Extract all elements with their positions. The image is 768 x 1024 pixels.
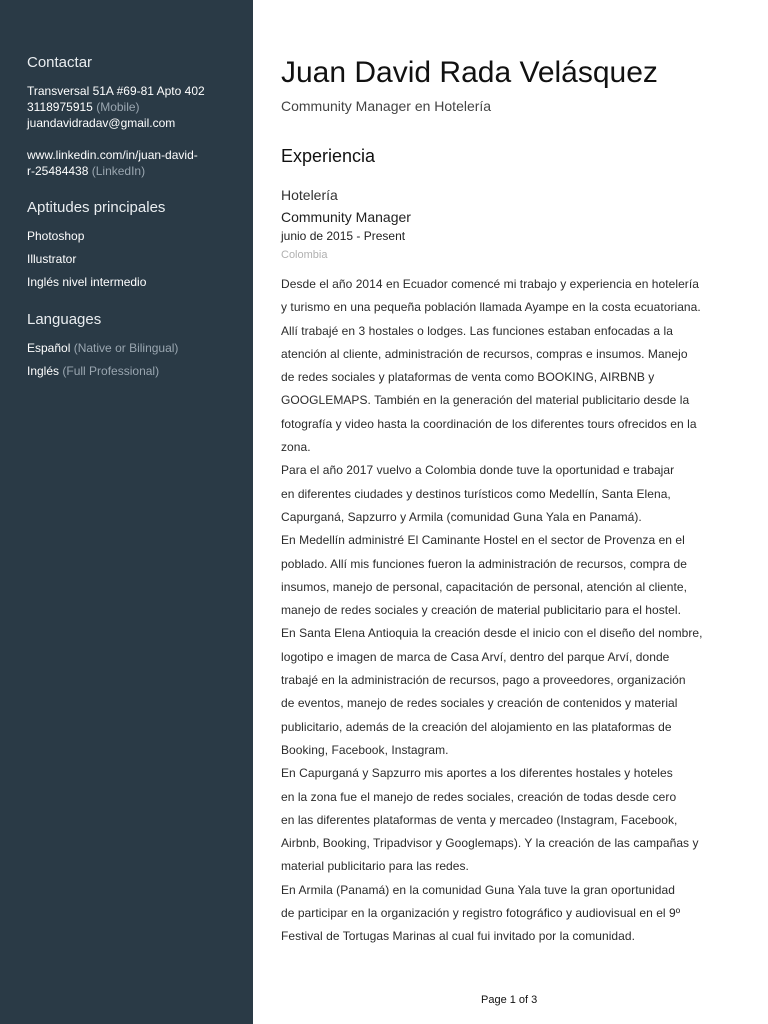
language-level: (Native or Bilingual) — [73, 341, 179, 355]
spacer — [27, 131, 253, 147]
contact-address: Transversal 51A #69-81 Apto 402 — [27, 84, 205, 98]
description-line: de redes sociales y plataformas de venta como BOOKING, AIRBNB y — [281, 370, 655, 385]
description-line: En Armila (Panamá) en la comunidad Guna Yala tuve la gran oportunidad — [281, 882, 675, 897]
description-line: logotipo e imagen de marca de Casa Arví, dentro del parque Arví, donde — [281, 649, 670, 664]
description-line: material publicitario para las redes. — [281, 859, 469, 874]
description-line: en la zona fue el manejo de redes sociales, creación de todas desde cero — [281, 789, 677, 804]
headline: Community Manager en Hotelería — [281, 98, 492, 114]
description-line: en diferentes ciudades y destinos turísticos como Medellín, Santa Elena, — [281, 486, 671, 501]
description-line: insumos, manejo de personal, capacitación de personal, atención al cliente, — [281, 579, 687, 594]
sidebar — [0, 0, 253, 1024]
skill-item: Illustrator — [27, 252, 77, 266]
person-name: Juan David Rada Velásquez — [281, 56, 658, 89]
contact-linkedin-type: (LinkedIn) — [91, 164, 146, 178]
job-description — [281, 273, 746, 949]
language-level: (Full Professional) — [62, 364, 160, 378]
language-item — [27, 363, 253, 379]
contact-phone: 3118975915 — [27, 100, 93, 114]
contact-email[interactable]: juandavidradav@gmail.com — [27, 116, 176, 130]
skills-heading: Aptitudes principales — [27, 199, 166, 216]
description-line: Airbnb, Booking, Tripadvisor y Googlemaps). Y la creación de las campañas y — [281, 836, 699, 851]
job-company: Hotelería — [281, 187, 338, 203]
languages-heading: Languages — [27, 311, 102, 328]
language-name: Español — [27, 341, 71, 355]
job-location: Colombia — [281, 249, 328, 261]
experience-heading: Experiencia — [281, 146, 376, 166]
main-content — [281, 0, 741, 1024]
contact-linkedin-row — [27, 163, 253, 179]
description-line: Booking, Facebook, Instagram. — [281, 742, 449, 757]
description-line: en las diferentes plataformas de venta y mercadeo (Instagram, Facebook, — [281, 812, 678, 827]
skill-item: Inglés nivel intermedio — [27, 275, 147, 289]
contact-section — [27, 54, 253, 179]
description-line: trabajé en la administración de recursos, pago a proveedores, organización — [281, 673, 686, 688]
description-line: En Medellín administré El Caminante Hostel en el sector de Provenza en el — [281, 533, 685, 548]
contact-phone-row — [27, 99, 253, 115]
page-number: Page 1 of 3 — [481, 994, 538, 1006]
description-line: poblado. Allí mis funciones fueron la administración de recursos, compra de — [281, 556, 687, 571]
description-line: zona. — [281, 440, 311, 455]
languages-section — [27, 311, 253, 379]
description-line: Capurganá, Sapzurro y Armila (comunidad Guna Yala en Panamá). — [281, 509, 642, 524]
language-name: Inglés — [27, 364, 60, 378]
spacer — [27, 179, 253, 199]
description-line: Para el año 2017 vuelvo a Colombia donde tuve la oportunidad e trabajar — [281, 463, 675, 478]
description-line: GOOGLEMAPS. También en la generación del material publicitario desde la — [281, 393, 690, 408]
description-line: atención al cliente, administración de recursos, compras e insumos. Manejo — [281, 346, 688, 361]
spacer — [27, 297, 253, 311]
description-line: de participar en la organización y registro fotográfico y audiovisual en el 9º — [281, 906, 681, 921]
description-line: Desde el año 2014 en Ecuador comencé mi trabajo y experiencia en hotelería — [281, 277, 699, 291]
contact-linkedin-url-1[interactable]: www.linkedin.com/in/juan-david- — [27, 148, 198, 162]
description-line: En Capurganá y Sapzurro mis aportes a los diferentes hostales y hoteles — [281, 766, 673, 781]
description-line: publicitario, además de la creación del alojamiento en las plataformas de — [281, 719, 672, 734]
description-line: de eventos, manejo de redes sociales y creación de contenidos y material — [281, 696, 678, 711]
job-dates: junio de 2015 - Present — [281, 229, 406, 243]
job-role: Community Manager — [281, 209, 411, 225]
description-line: fotografía y video hasta la coordinación de los diferentes tours ofrecidos en la — [281, 416, 697, 431]
description-line: y turismo en una pequeña población llamada Ayampe en la costa ecuatoriana. — [281, 300, 701, 315]
skill-item: Photoshop — [27, 229, 85, 243]
skills-section — [27, 199, 253, 290]
contact-heading: Contactar — [27, 54, 93, 71]
description-line: En Santa Elena Antioquia la creación desde el inicio con el diseño del nombre, — [281, 626, 703, 641]
contact-linkedin-url-2[interactable]: r-25484438 — [27, 164, 89, 178]
contact-phone-type: (Mobile) — [96, 100, 140, 114]
language-item — [27, 340, 253, 356]
description-line: manejo de redes sociales y creación de material publicitario para el hostel. — [281, 603, 682, 618]
description-line: Festival de Tortugas Marinas al cual fui invitado por la comunidad. — [281, 929, 635, 944]
description-line: Allí trabajé en 3 hostales o lodges. Las funciones estaban enfocadas a la — [281, 323, 673, 338]
